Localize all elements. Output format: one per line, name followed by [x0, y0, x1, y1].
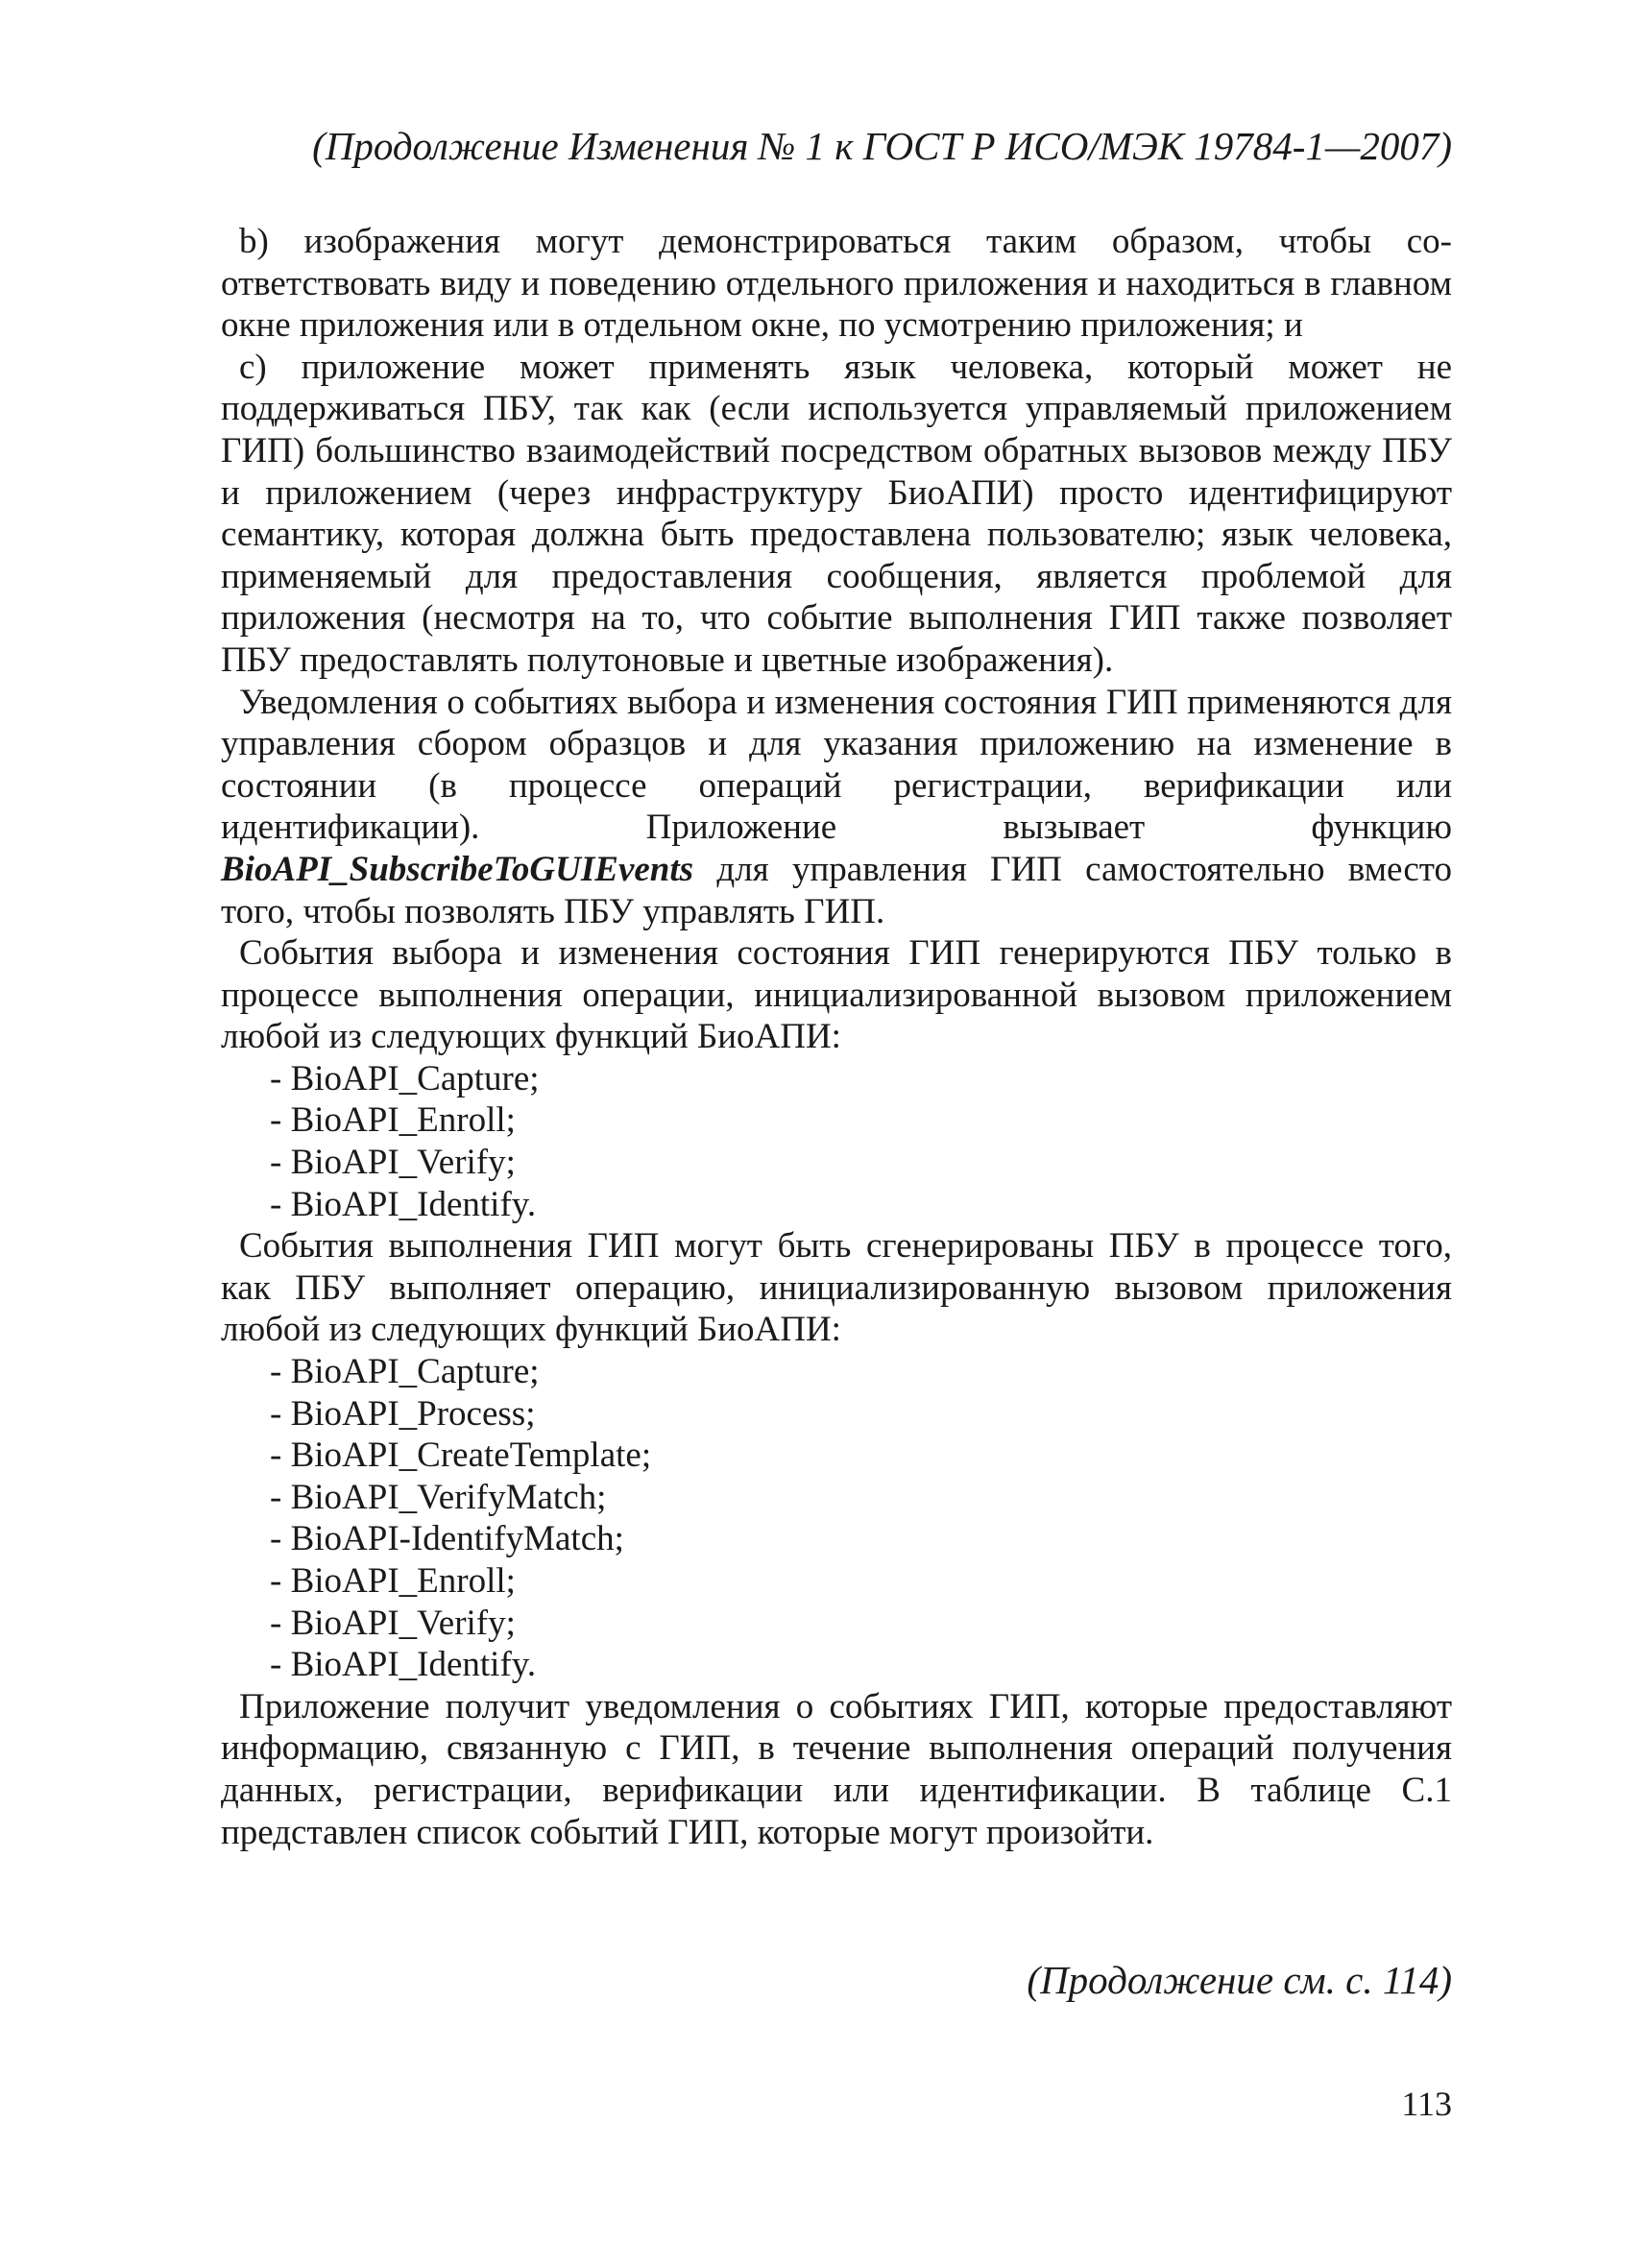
paragraph-notifications-text-before: Уведомления о событиях выбора и изменения состояния ГИП применяются для управления сбором образцов и для указания приложению на изменение в состоянии (в процессе операций регистрации, верификации или идентификации). Приложение вызывает функцию: [221, 682, 1452, 848]
paragraph-execution-events: События выполнения ГИП могут быть сгенерированы ПБУ в процессе того, как ПБУ выполняет операцию, инициализированную вызовом приложения любой из следующих функций БиоАПИ:: [221, 1226, 1452, 1350]
page-number: 113: [1401, 2085, 1452, 2123]
list-item: - BioAPI_Enroll;: [270, 1100, 516, 1141]
selection-functions-list: [221, 1058, 1452, 1225]
paragraph-selection-events: События выбора и изменения состояния ГИП генерируются ПБУ только в процессе выполнения операции, инициализированной вызовом приложением любой из следующих функций БиоАПИ:: [221, 933, 1452, 1057]
list-item: - BioAPI_Verify;: [270, 1603, 516, 1643]
paragraph-final: Приложение получит уведомления о событиях ГИП, которые предоставляют информацию, связанную с ГИП, в течение выполнения операций получения данных, регистрации, верификации или идентификации. В таблице С.1 представлен список событий ГИП, которые могут произойти.: [221, 1686, 1452, 1852]
list-item-b: b) изображения могут демонстрироваться таким образом, чтобы соответствовать виду и поведению отдельного приложения и находиться в главном окне приложения или в отдельном окне, по усмотрению приложения; и: [221, 222, 1452, 346]
execution-functions-list: [221, 1351, 1452, 1686]
function-name: BioAPI_SubscribeToGUIEvents: [221, 849, 694, 889]
continuation-note: (Продолжение см. с. 114): [1027, 1958, 1452, 2002]
list-item: - BioAPI_Identify.: [270, 1184, 537, 1224]
list-item: - BioAPI-IdentifyMatch;: [270, 1519, 624, 1559]
list-item: - BioAPI_VerifyMatch;: [270, 1477, 607, 1517]
list-item: - BioAPI_CreateTemplate;: [270, 1436, 652, 1476]
list-item: - BioAPI_Enroll;: [270, 1561, 516, 1601]
list-item: - BioAPI_Process;: [270, 1393, 536, 1434]
list-item: - BioAPI_Capture;: [270, 1352, 540, 1392]
running-header: (Продолжение Изменения № 1 к ГОСТ Р ИСО/МЭК 19784-1—2007): [312, 124, 1452, 168]
body-text: [221, 221, 1452, 1853]
paragraph-notifications-text-after: для управления ГИП самостоятельно вместо того, чтобы позволять ПБУ управлять ГИП.: [221, 849, 1452, 931]
list-item: - BioAPI_Capture;: [270, 1058, 540, 1098]
paragraph-notifications: [221, 682, 1452, 933]
list-item: - BioAPI_Identify.: [270, 1645, 537, 1685]
list-item-c: c) приложение может применять язык человека, который может не поддерживаться ПБУ, так как (если используется управляемый приложением ГИП) большинство взаимодействий посредством обратных вызовов между ПБУ и приложением (через инфраструктуру БиоАПИ) просто идентифицируют семантику, которая должна быть предоставлена пользователю; язык человека, применяемый для предоставления сообщения, является проблемой для приложения (несмотря на то, что событие выполнения ГИП также позволяет ПБУ предоставлять полутоновые и цветные изображения).: [221, 347, 1452, 680]
list-item: - BioAPI_Verify;: [270, 1143, 516, 1183]
